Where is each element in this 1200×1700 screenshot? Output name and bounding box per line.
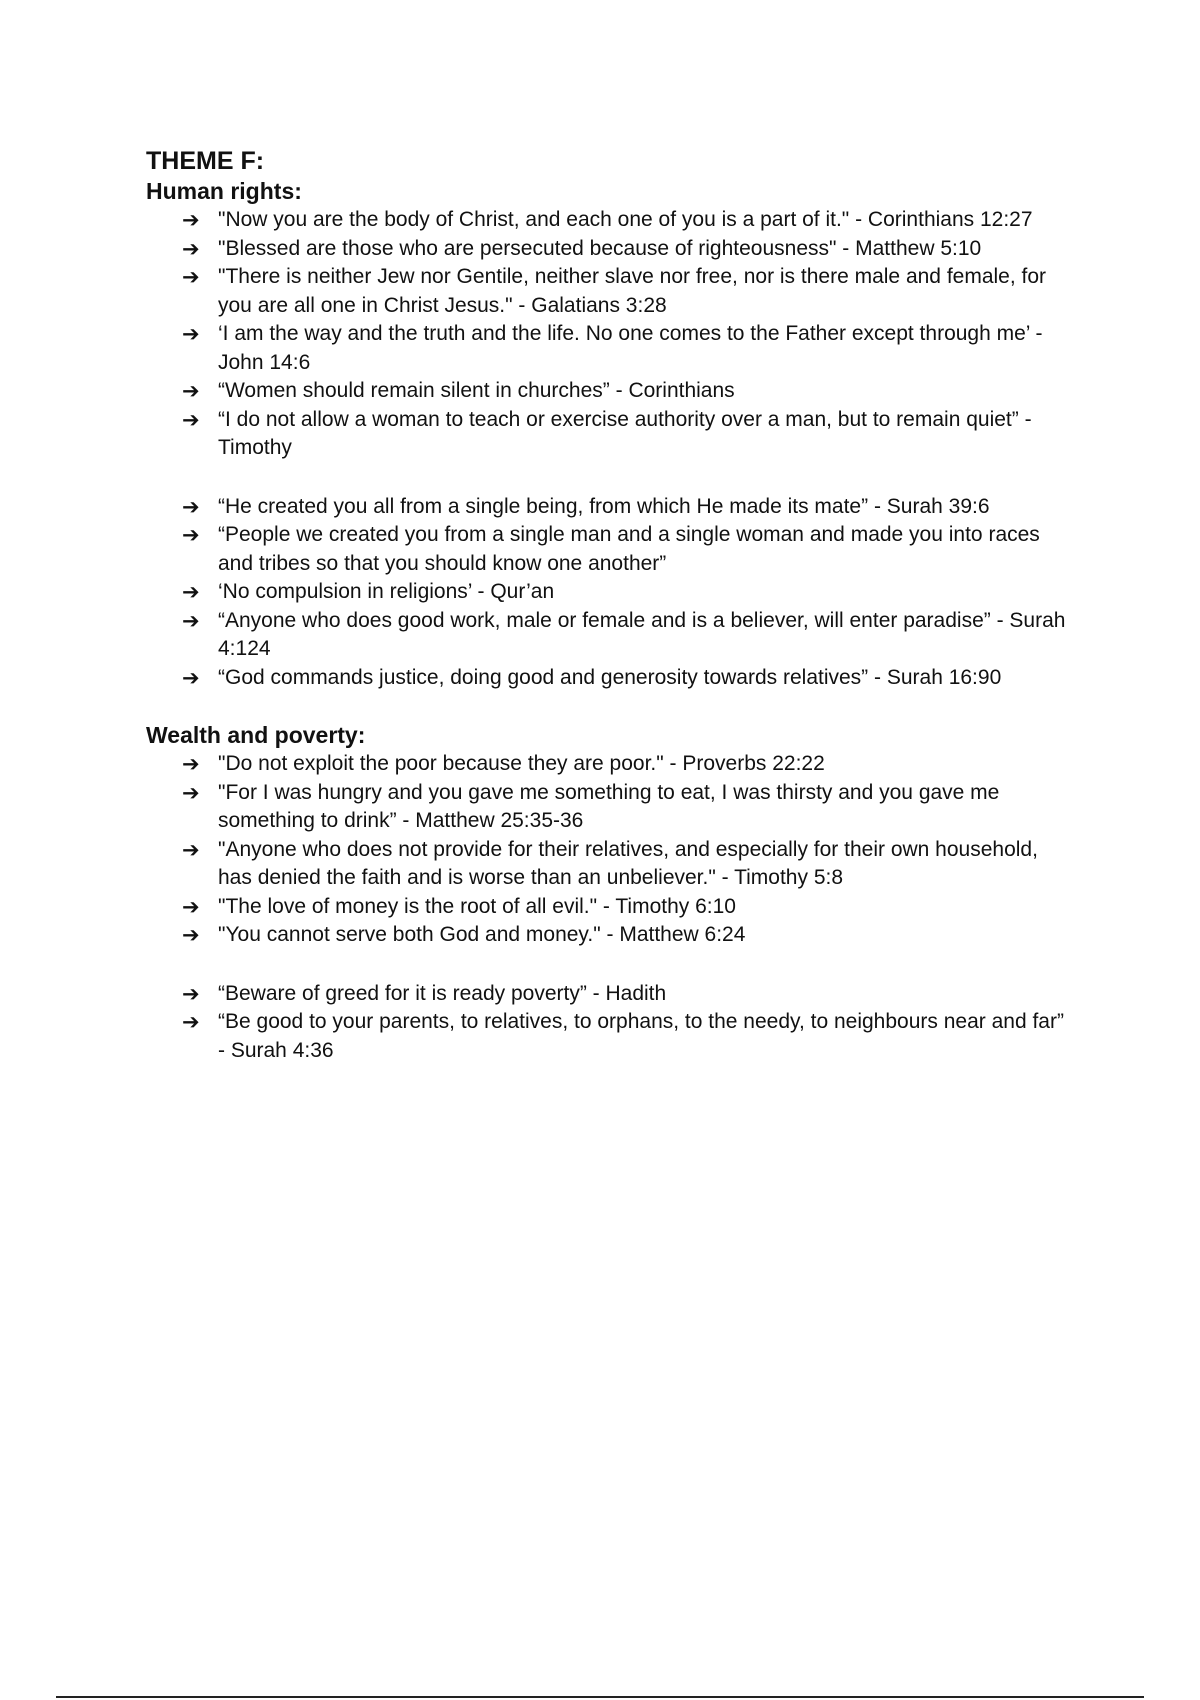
arrow-bullet-icon: ➔ xyxy=(182,1010,200,1034)
quote-item: ➔ “God commands justice, doing good and generosity towards relatives” - Surah 16:90 xyxy=(146,664,1066,693)
wealth-islamic-quotes xyxy=(146,980,1066,1066)
arrow-bullet-icon: ➔ xyxy=(182,837,200,862)
quote-item: ➔ "There is neither Jew nor Gentile, neither slave nor free, nor is there male and female, for you are all one in Christ Jesus." - Galatians 3:28 xyxy=(182,265,1047,317)
arrow-bullet-icon: ➔ xyxy=(182,236,200,261)
spacer xyxy=(146,463,1066,493)
human-rights-christian-quotes xyxy=(146,206,1066,463)
quote-item: ➔ "Blessed are those who are persecuted because of righteousness" - Matthew 5:10 xyxy=(146,235,1066,264)
arrow-bullet-icon: ➔ xyxy=(182,894,200,919)
theme-title: THEME F: xyxy=(146,147,265,175)
quote-item: ➔ “Beware of greed for it is ready poverty” - Hadith xyxy=(146,980,1066,1009)
quote-item: ➔ "Anyone who does not provide for their relatives, and especially for their own household, has denied the faith and is worse than an unbeliever." - Timothy 5:8 xyxy=(182,837,1038,889)
quote-item: ➔ “I do not allow a woman to teach or exercise authority over a man, but to remain quiet” - Timothy xyxy=(182,407,1032,459)
wealth-christian-quotes xyxy=(146,750,1066,950)
spacer xyxy=(146,950,1066,980)
document-content xyxy=(146,146,1066,1065)
arrow-bullet-icon: ➔ xyxy=(182,407,200,432)
quote-item: ➔ “Women should remain silent in churches” - Corinthians xyxy=(146,377,1066,406)
arrow-bullet-icon: ➔ xyxy=(182,608,200,633)
quote-item: ➔ ‘I am the way and the truth and the life. No one comes to the Father except through me’ - John 14:6 xyxy=(182,322,1043,374)
quote-item: ➔ "Do not exploit the poor because they are poor." - Proverbs 22:22 xyxy=(146,750,1066,779)
spacer xyxy=(146,692,1066,720)
arrow-bullet-icon: ➔ xyxy=(182,379,200,403)
quote-item: ➔ “People we created you from a single man and a single woman and made you into races and tribes so that you should know one another” xyxy=(182,523,1040,575)
arrow-bullet-icon: ➔ xyxy=(182,981,200,1006)
arrow-bullet-icon: ➔ xyxy=(182,923,200,947)
section-title-human-rights: Human rights: xyxy=(146,178,302,204)
page-bottom-rule xyxy=(56,1696,1144,1698)
arrow-bullet-icon: ➔ xyxy=(182,780,200,805)
quote-item: ➔ “Anyone who does good work, male or female and is a believer, will enter paradise” - Surah 4:124 xyxy=(182,608,1066,660)
arrow-bullet-icon: ➔ xyxy=(182,208,200,232)
arrow-bullet-icon: ➔ xyxy=(182,523,200,547)
arrow-bullet-icon: ➔ xyxy=(182,580,200,604)
quote-item: ➔ "For I was hungry and you gave me something to eat, I was thirsty and you gave me something to drink” - Matthew 25:35-36 xyxy=(182,780,1000,832)
quote-item: ➔ "The love of money is the root of all evil." - Timothy 6:10 xyxy=(146,893,1066,922)
section-title-wealth-poverty: Wealth and poverty: xyxy=(146,722,366,748)
arrow-bullet-icon: ➔ xyxy=(182,265,200,289)
arrow-bullet-icon: ➔ xyxy=(182,752,200,776)
quote-item: ➔ "Now you are the body of Christ, and each one of you is a part of it." - Corinthians 12:27 xyxy=(146,206,1066,235)
arrow-bullet-icon: ➔ xyxy=(182,494,200,519)
quote-item: ➔ “He created you all from a single being, from which He made its mate” - Surah 39:6 xyxy=(146,493,1066,522)
quote-item: ➔ ‘No compulsion in religions’ - Qur’an xyxy=(146,578,1066,607)
human-rights-islamic-quotes xyxy=(146,493,1066,693)
quote-item: ➔ “Be good to your parents, to relatives, to orphans, to the needy, to neighbours near and far” - Surah 4:36 xyxy=(182,1010,1064,1062)
arrow-bullet-icon: ➔ xyxy=(182,322,200,346)
arrow-bullet-icon: ➔ xyxy=(182,665,200,690)
quote-item: ➔ "You cannot serve both God and money." - Matthew 6:24 xyxy=(146,921,1066,950)
